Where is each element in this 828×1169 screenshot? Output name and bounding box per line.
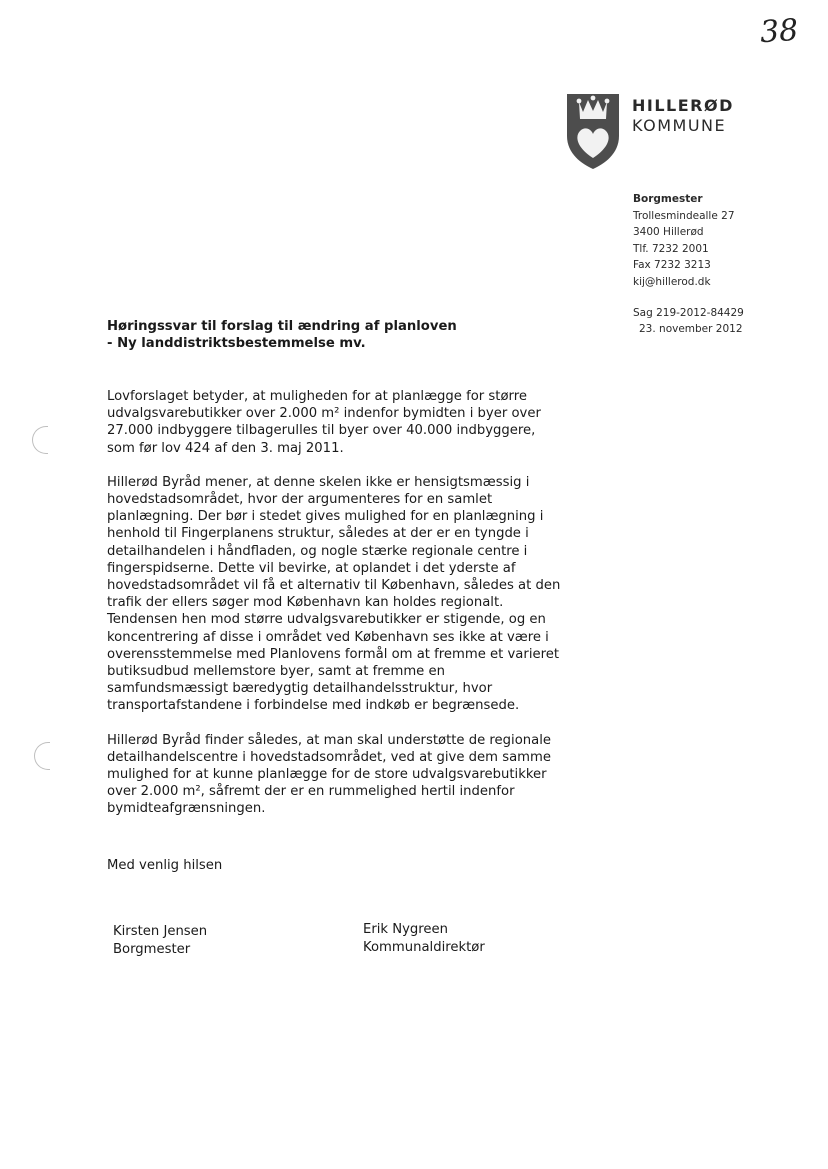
punch-hole-mark: [34, 742, 50, 770]
text-line: henhold til Fingerplanens struktur, således at der er en tyngde i: [107, 526, 529, 542]
paragraph-2: [107, 474, 577, 715]
signatory-director: [363, 921, 485, 956]
sender-street: Trollesmindealle 27: [633, 209, 735, 222]
text-line: butiksudbud mellemstore byer, samt at fremme en: [107, 664, 445, 680]
text-line: Lovforslaget betyder, at muligheden for at planlægge for større: [107, 389, 527, 404]
text-line: 27.000 indbyggere tilbagerulles til byer over 40.000 indbyggere,: [107, 423, 536, 439]
wordmark-line-2: KOMMUNE: [632, 116, 727, 135]
wordmark-line-1: HILLERØD: [632, 96, 734, 115]
paragraph-3: [107, 732, 577, 818]
letter-date: 23. november 2012: [639, 323, 743, 335]
closing-salutation: Med venlig hilsen: [107, 858, 223, 873]
signatory-name: Erik Nygreen: [363, 922, 449, 937]
text-line: transportafstandene i forbindelse med indkøb er begrænsede.: [107, 698, 520, 714]
sender-fax: Fax 7232 3213: [633, 259, 711, 271]
subject-line-1: Høringssvar til forslag til ændring af planloven: [107, 319, 457, 334]
text-line: som før lov 424 af den 3. maj 2011.: [107, 440, 344, 456]
signatory-name: Kirsten Jensen: [113, 924, 208, 939]
text-line: hovedstadsområdet vil få et alternativ til København, således at den: [107, 578, 561, 594]
text-line: hovedstadsområdet, hvor der argumenteres for en samlet: [107, 492, 493, 508]
punch-hole-mark: [32, 426, 48, 454]
text-line: trafik der ellers søger mod København kan holdes regionalt.: [107, 595, 504, 611]
text-line: Hillerød Byråd finder således, at man skal understøtte de regionale: [107, 732, 551, 748]
text-line: mulighed for at kunne planlægge for de store udvalgsvarebutikker: [107, 767, 547, 783]
case-reference-block: [633, 305, 744, 337]
text-line: Hillerød Byråd mener, at denne skelen ikke er hensigtsmæssig i: [107, 474, 530, 490]
text-line: fingerspidserne. Dette vil bevirke, at oplandet i det yderste af: [107, 560, 516, 576]
text-line: over 2.000 m², såfremt der er en rummelighed hertil indenfor: [107, 784, 515, 800]
text-line: koncentrering af disse i området ved København ses ikke at være i: [107, 629, 549, 645]
signatory-role: Borgmester: [113, 941, 191, 957]
case-number: Sag 219-2012-84429: [633, 307, 744, 319]
letter-body: [107, 388, 577, 835]
text-line: overensstemmelse med Planlovens formål om at fremme et varieret: [107, 646, 560, 662]
sender-city: 3400 Hillerød: [633, 226, 704, 238]
signatory-mayor: [113, 923, 207, 958]
signatory-role: Kommunaldirektør: [363, 939, 485, 955]
text-line: detailhandelen i håndfladen, og nogle stærke regionale centre i: [107, 543, 528, 559]
page-number: 38: [758, 12, 800, 51]
sender-address-block: [633, 191, 735, 290]
subject-line-2: - Ny landdistriktsbestemmelse mv.: [107, 336, 366, 351]
hillerod-crest-logo: [564, 92, 622, 170]
sender-email: kij@hillerod.dk: [633, 275, 711, 288]
paragraph-1: [107, 388, 577, 457]
text-line: samfundsmæssigt bæredygtig detailhandelsstruktur, hvor: [107, 681, 493, 697]
text-line: planlægning. Der bør i stedet gives mulighed for en planlægning i: [107, 509, 544, 525]
municipality-wordmark: [632, 96, 734, 136]
sender-phone: Tlf. 7232 2001: [633, 242, 709, 255]
text-line: bymidteafgrænsningen.: [107, 801, 266, 817]
text-line: detailhandelscentre i hovedstadsområdet, ved at give dem samme: [107, 749, 551, 765]
letter-subject: [107, 318, 457, 352]
text-line: Tendensen hen mod større udvalgsvarebutikker er stigende, og en: [107, 612, 546, 628]
sender-title: Borgmester: [633, 193, 703, 205]
text-line: udvalgsvarebutikker over 2.000 m² indenfor bymidten i byer over: [107, 406, 541, 422]
